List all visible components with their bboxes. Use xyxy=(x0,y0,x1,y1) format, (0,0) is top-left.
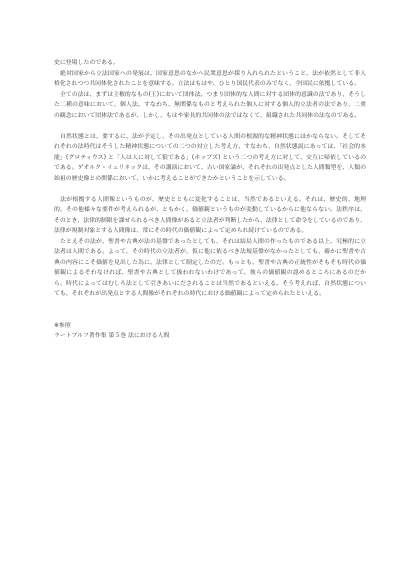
paragraph-3: 法が根拠する人間像というものが、歴史とともに変化することは、当然であるといえる。それは、歴史的、地理的、その他様々な要件が考えられるが、ともかく、価値観というものが変動しているからに他ならない。法秩序は、そのとき、法律的制限を課せられるべき人間像があると立法者が判断したから、法律として命令をしているのであり、法律が規制対象とする人間像は、常にその時代の価値観によって定められ続けているのである。 たとえその法が、聖書や古典が法の基盤であったとしても、それは結局人間の作ったものである以上、究極的に立法者は人間である。よって、その時代の立法者が、仮に他に依るべき法規基盤がなかったとしても、確かに聖書や古典の内容にこそ価値を見出した為に、法律として制定したのだ。もっとも、聖書や古典の正統性がそもそも時代の価値観によるそわなければ、聖書や古典として扱われないわけであって、彼らの価値観の認めるところにあるのだから、時代によってはむしろ法として引きあいにだされることは当然であるといえる。そう考えれば、自然状態についても、それぞれが出発点とする人間像がそれぞれの時代における価値観によって定められたといえる。 xyxy=(54,196,366,297)
paragraph-spacer xyxy=(54,184,366,195)
reference-heading: ※参照 xyxy=(54,322,71,329)
paragraph-2: 自然状態とは、要するに、法が予定し、その出発点としている人間の根源的な精神状態にほかならない。そしてそれぞれの法時代はそうした精神状態についての二つの対立した考え方、すなわち、自然状態説にあっては、「社会的本能」(グロティウス) と「人は人に対して狼である」(ホッブズ) という二つの考え方に対して、交互に帰依しているのである。ゲオルク・イェリネックは、その講演において、古い国家論が、それぞれの出発点とした人間類型を、人類の始祖の歴史像との関係において、いかに考えることができたかということを示している。 xyxy=(54,133,366,182)
paragraph-spacer xyxy=(54,300,366,311)
paragraph-spacer xyxy=(54,310,366,321)
paragraph-spacer xyxy=(54,121,366,132)
paragraph-1: 史に登場したのである。 絶対国家から立法国家への発展は、国家意思のなかへ民衆意思が採り入れられたということ、法が依然として非人格化されつつ共同体化されたことを意味する。立法はもはや、ひとり国民代表のみでなく、全国民に依拠している。 全ての法は、まずは主権的なもの(王)において団体法、つまり団体的な人間に対する団体的意識の法であり、そうした二種の意味において、個人法、すなわち、無関係なものと考えられた個人に対する個人的立法者の法であり、二重の観念において団体法であるが、しかし、もはや家長的共同体の法ではなくて、組織された共同体の法なのである。 xyxy=(54,60,366,119)
document-page xyxy=(54,58,366,342)
reference-citation: ラートブルフ著作集 第５巻 法における人間 xyxy=(54,333,170,339)
